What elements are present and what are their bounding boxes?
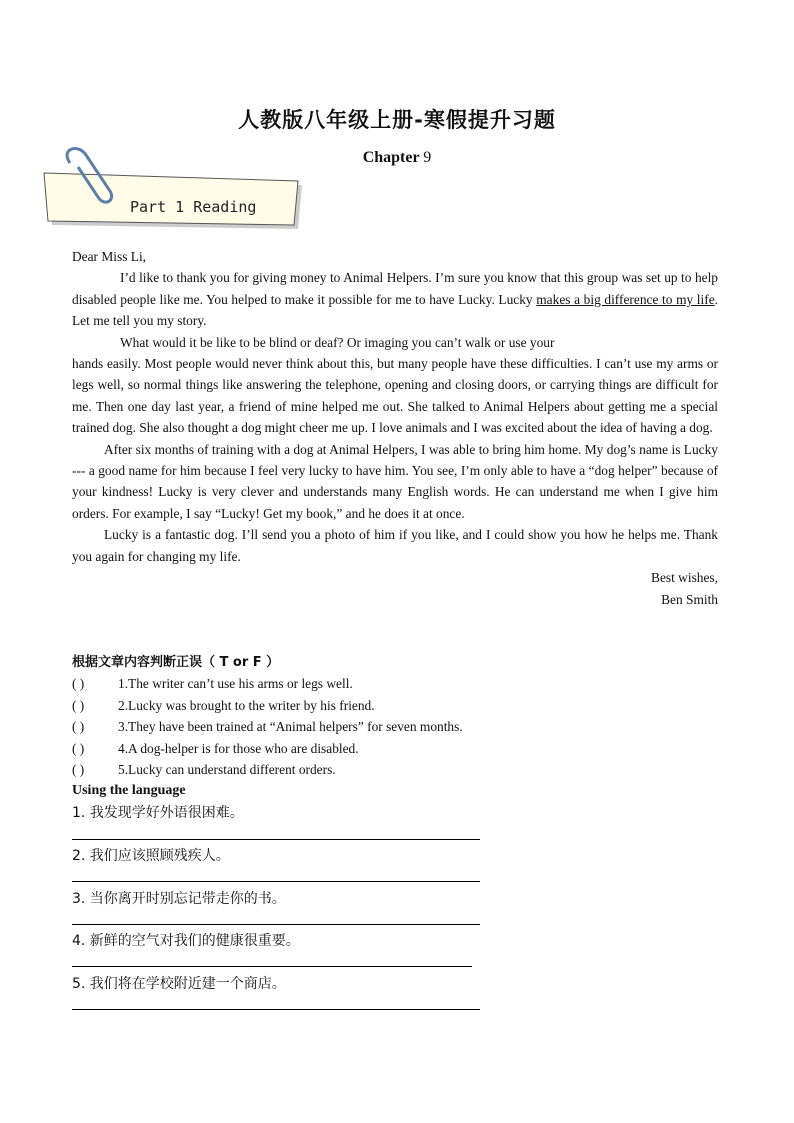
answer-blank[interactable]: ( ) [72, 762, 85, 778]
answer-line[interactable] [72, 1009, 480, 1010]
translation-prompt: 1. 我发现学好外语很困难。 [72, 805, 244, 821]
answer-blank[interactable]: ( ) [72, 719, 85, 735]
translation-prompt: 5. 我们将在学校附近建一个商店。 [72, 976, 286, 992]
quiz-heading: 根据文章内容判断正误（ T or F ） [72, 655, 280, 670]
paragraph-2-cont: hands easily. Most people would never think about this, but many people have these difficulties. I can’t use my arms or legs well, so normal things like answering the telephone, opening and closing doors, or carrying things are difficult for me. Then one day last year, a friend of mine helped me out. She talked to Animal Helpers about getting me a special trained dog. She also thought a dog might cheer me up. I love animals and I was excited about the idea of having a dog. [72, 356, 718, 436]
language-heading: Using the language [72, 783, 186, 799]
quiz-item: ( ) 4.A dog-helper is for those who are disabled. [72, 738, 718, 759]
part-banner [40, 145, 310, 235]
greeting: Dear Miss Li, [72, 249, 147, 264]
underlined-phrase: makes a big difference to my life [536, 291, 715, 307]
letter-body [72, 246, 718, 610]
part-label: Part 1 Reading [130, 198, 257, 216]
answer-line[interactable] [72, 839, 480, 840]
paragraph-4: Lucky is a fantastic dog. I’ll send you a photo of him if you like, and I could show you how he helps me. Thank you again for changing my life. [72, 527, 718, 564]
paragraph-3: After six months of training with a dog at Animal Helpers, I was able to bring him home. My dog’s name is Lucky --- a good name for him because I feel very lucky to have him. You see, I’m only able to have a “dog helper” because of your kindness! Lucky is very clever and understands many English words. He can understand me when I give him orders. For example, I say “Lucky! Get my book,” and he does it at once. [72, 441, 718, 521]
answer-blank[interactable]: ( ) [72, 676, 85, 692]
answer-line[interactable] [72, 881, 480, 882]
paragraph-1: I’d like to thank you for giving money to Animal Helpers. I’m sure you know that this group was set up to help disabled people like me. You helped to make it possible for me to have Lucky. Lucky makes a big difference to my life. Let me tell you my story. [72, 270, 719, 329]
translation-prompt: 3. 当你离开时别忘记带走你的书。 [72, 891, 286, 907]
chapter-number: 9 [423, 149, 432, 166]
translation-prompt: 4. 新鲜的空气对我们的健康很重要。 [72, 933, 300, 949]
true-false-section [72, 652, 718, 802]
quiz-item: ( ) 1.The writer can’t use his arms or legs well. [72, 673, 718, 694]
answer-blank[interactable]: ( ) [72, 740, 85, 756]
paragraph-2-start: What would it be like to be blind or deaf? Or imaging you can’t walk or use your [120, 334, 555, 350]
page-title: 人教版八年级上册-寒假提升习题 [238, 108, 556, 132]
answer-blank[interactable]: ( ) [72, 697, 85, 713]
quiz-item: ( ) 3.They have been trained at “Animal helpers” for seven months. [72, 716, 718, 737]
quiz-item: ( ) 5.Lucky can understand different orders. [72, 759, 718, 780]
quiz-item: ( ) 2.Lucky was brought to the writer by his friend. [72, 695, 718, 716]
chapter-word: Chapter [362, 149, 420, 166]
signature: Ben Smith [661, 591, 718, 607]
translation-prompt: 2. 我们应该照顾残疾人。 [72, 848, 230, 864]
answer-line[interactable] [72, 924, 480, 925]
closing: Best wishes, [651, 570, 718, 586]
answer-line[interactable] [72, 966, 472, 967]
